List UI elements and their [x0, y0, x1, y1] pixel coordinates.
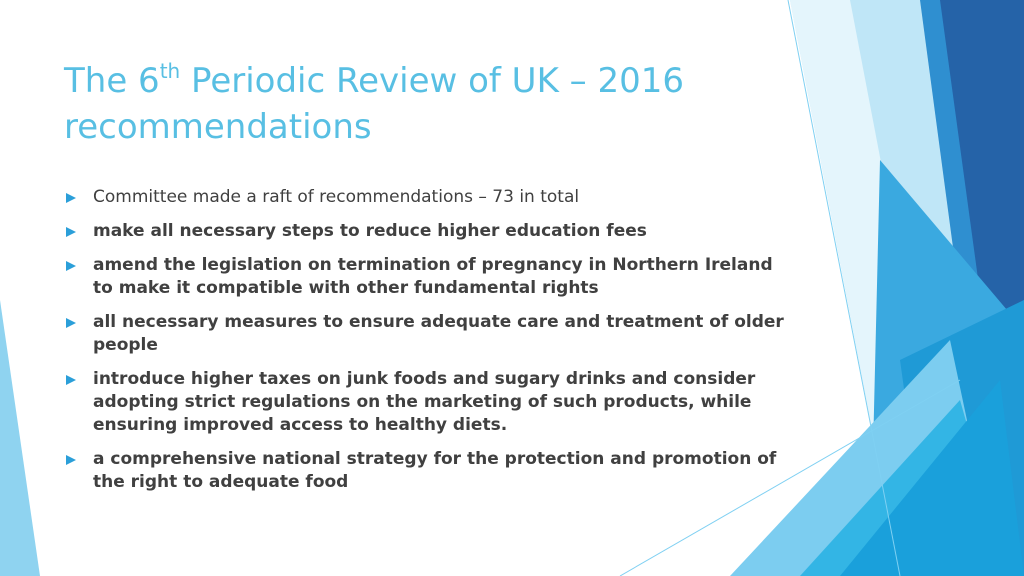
title-part-1: The 6: [64, 61, 160, 101]
bullet-item: [64, 254, 784, 300]
bullet-list: [64, 186, 784, 505]
bullet-item: [64, 311, 784, 357]
left-edge-shape: [0, 300, 40, 576]
triangle-right-icon: [66, 455, 76, 465]
bullet-item: [64, 448, 784, 494]
triangle-right-icon: [66, 375, 76, 385]
bullet-item: [64, 186, 784, 209]
title-line-2: recommendations: [64, 107, 372, 147]
bullet-text: Committee made a raft of recommendations – 73 in total: [93, 187, 580, 207]
title-superscript: th: [159, 59, 181, 83]
bullet-item: [64, 368, 784, 437]
bullet-item: [64, 220, 784, 243]
triangle-right-icon: [66, 318, 76, 328]
triangle-right-icon: [66, 227, 76, 237]
slide-title: [64, 58, 764, 150]
bullet-text: a comprehensive national strategy for the protection and promotion of the right to adequate food: [93, 449, 777, 492]
triangle-right-icon: [66, 193, 76, 203]
bullet-text: all necessary measures to ensure adequate care and treatment of older people: [93, 312, 784, 355]
title-part-2: Periodic Review of UK – 2016: [180, 61, 685, 101]
triangle-right-icon: [66, 261, 76, 271]
bullet-text: introduce higher taxes on junk foods and sugary drinks and consider adopting strict regulations on the marketing of such products, while ensuring improved access to healthy diets.: [93, 369, 756, 435]
bullet-text: make all necessary steps to reduce higher education fees: [93, 221, 647, 241]
bullet-text: amend the legislation on termination of pregnancy in Northern Ireland to make it compatible with other fundamental rights: [93, 255, 773, 298]
